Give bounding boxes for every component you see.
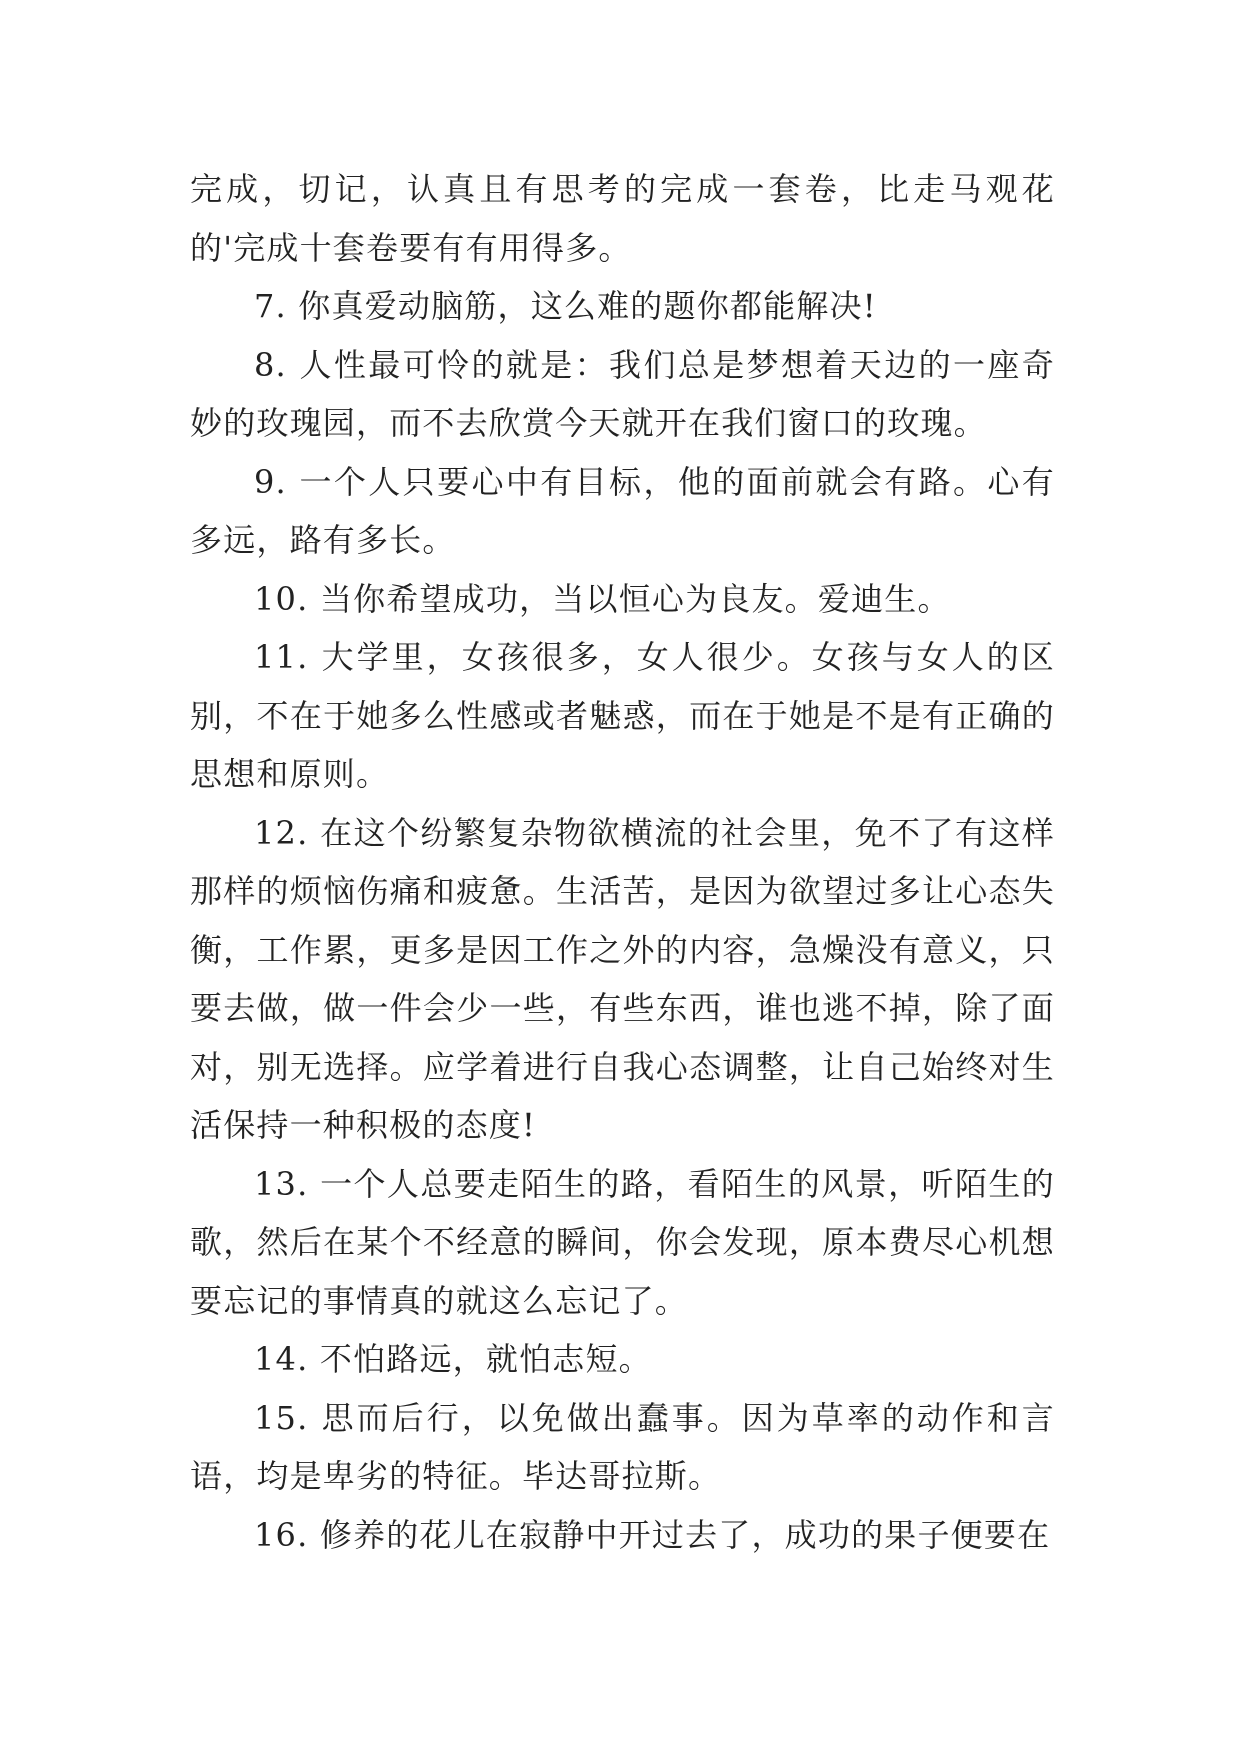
paragraph-item-14: 14. 不怕路远，就怕志短。 xyxy=(254,1340,652,1378)
paragraph-item-8: 8. 人性最可怜的就是：我们总是梦想着天边的一座奇妙的玫瑰园，而不去欣赏今天就开在我们窗口的玫瑰。 xyxy=(190,345,1055,442)
paragraph-continuation: 完成，切记，认真且有思考的完成一套卷，比走马观花的'完成十套卷要有有用得多。 xyxy=(190,170,1055,267)
paragraph-item-10: 10. 当你希望成功，当以恒心为良友。爱迪生。 xyxy=(254,579,951,618)
paragraph-item-9: 9. 一个人只要心中有目标，他的面前就会有路。心有多远，路有多长。 xyxy=(190,462,1055,559)
paragraph-item-15: 15. 思而后行，以免做出蠢事。因为草率的动作和言语，均是卑劣的特征。毕达哥拉斯。 xyxy=(190,1398,1055,1495)
paragraph-item-12: 12. 在这个纷繁复杂物欲横流的社会里，免不了有这样那样的烦恼伤痛和疲惫。生活苦，是因为欲望过多让心态失衡，工作累，更多是因工作之外的内容，急燥没有意义，只要去做，做一件会少一些，有些东西，谁也逃不掉，除了面对，别无选择。应学着进行自我心态调整，让自己始终对生活保持一种积极的态度! xyxy=(190,813,1055,1144)
paragraph-item-11: 11. 大学里，女孩很多，女人很少。女孩与女人的区别，不在于她多么性感或者魅惑，而在于她是不是有正确的思想和原则。 xyxy=(190,638,1055,793)
paragraph-item-7: 7. 你真爱动脑筋，这么难的题你都能解决! xyxy=(254,287,877,325)
paragraph-item-13: 13. 一个人总要走陌生的路，看陌生的风景，听陌生的歌，然后在某个不经意的瞬间，你会发现，原本费尽心机想要忘记的事情真的就这么忘记了。 xyxy=(190,1164,1055,1320)
document-body xyxy=(190,160,1055,1564)
paragraph-item-16: 16. 修养的花儿在寂静中开过去了，成功的果子便要在 xyxy=(254,1515,1051,1554)
